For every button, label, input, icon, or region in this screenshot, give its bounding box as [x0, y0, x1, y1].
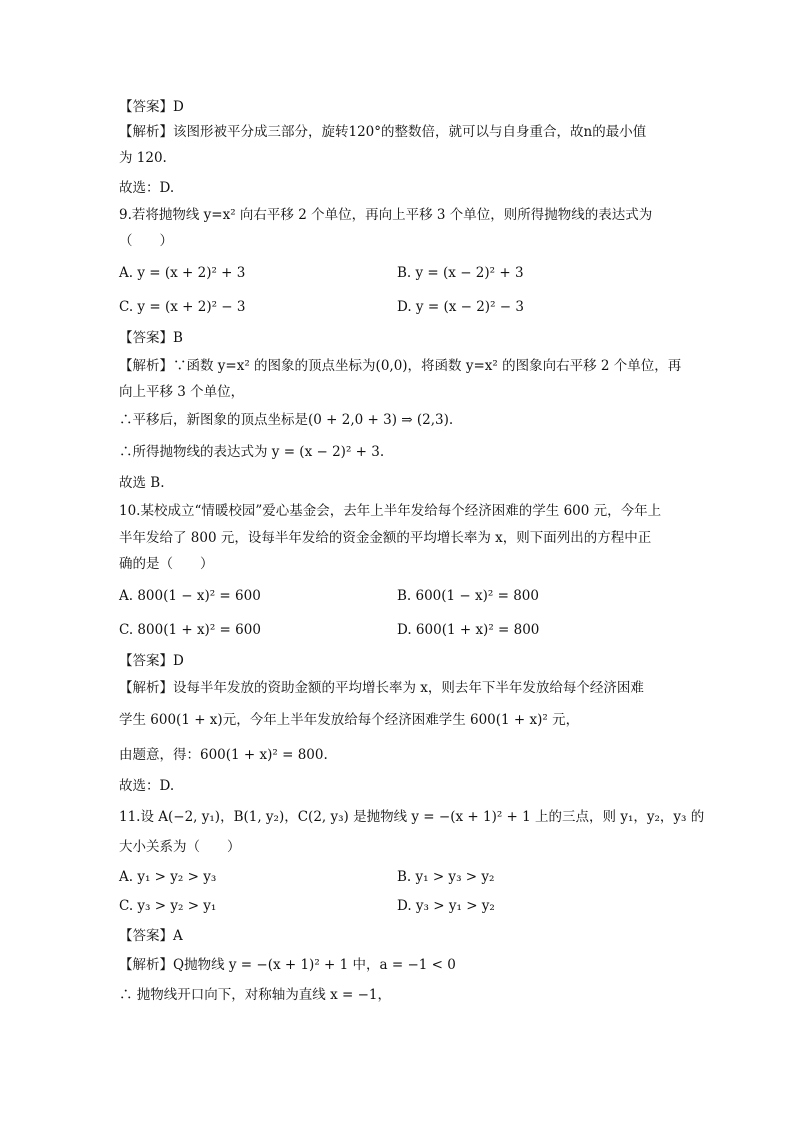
answer-9: 【答案】B	[119, 330, 183, 346]
question-10-line-2: 半年发给了 800 元，设每半年发给的资金金额的平均增长率为 x，则下面列出的方程中正	[119, 530, 652, 546]
question-9-line-1: 9.若将抛物线 y=x² 向右平移 2 个单位，再向上平移 3 个单位，则所得抛物线的表达式为	[119, 207, 653, 223]
question-10-option-d: D. 600(1 + x)² = 800	[397, 622, 540, 638]
question-9-option-d: D. y = (x − 2)² − 3	[397, 299, 524, 315]
question-11-line-1: 11.设 A(−2, y₁)，B(1, y₂)，C(2, y₃) 是抛物线 y = −(x + 1)² + 1 上的三点，则 y₁，y₂，y₃ 的	[119, 809, 705, 825]
question-11-option-b: B. y₁ > y₃ > y₂	[397, 869, 495, 885]
analysis-10-line-1: 【解析】设每半年发放的资助金额的平均增长率为 x，则去年下半年发放给每个经济困难	[119, 680, 644, 696]
answer-10: 【答案】D	[119, 653, 184, 669]
question-10-line-3: 确的是（ ）	[119, 556, 214, 572]
analysis-8-line-2: 为 120.	[119, 150, 167, 166]
analysis-11-line-1: 【解析】Q抛物线 y = −(x + 1)² + 1 中，a = −1 < 0	[119, 957, 456, 973]
analysis-9-line-3: ∴平移后，新图象的顶点坐标是(0 + 2,0 + 3) ⇒ (2,3).	[119, 412, 454, 428]
analysis-9-line-2: 向上平移 3 个单位，	[119, 384, 245, 400]
selection-9: 故选 B.	[119, 475, 165, 491]
analysis-10-line-3: 由题意，得：600(1 + x)² = 800.	[119, 747, 328, 763]
question-9-option-b: B. y = (x − 2)² + 3	[397, 265, 524, 281]
analysis-9-line-4: ∴所得抛物线的表达式为 y = (x − 2)² + 3.	[119, 444, 385, 460]
question-10-option-b: B. 600(1 − x)² = 800	[397, 588, 539, 604]
question-9-option-a: A. y = (x + 2)² + 3	[119, 265, 246, 281]
analysis-8-line-1: 【解析】该图形被平分成三部分，旋转120°的整数倍，就可以与自身重合，故n的最小值	[119, 124, 647, 140]
question-11-option-a: A. y₁ > y₂ > y₃	[119, 869, 217, 885]
analysis-11-line-2: ∴ 抛物线开口向下，对称轴为直线 x = −1，	[119, 987, 391, 1003]
analysis-9-line-1: 【解析】∵函数 y=x² 的图象的顶点坐标为(0,0)，将函数 y=x² 的图象向右平移 2 个单位，再	[119, 358, 682, 374]
question-11-option-c: C. y₃ > y₂ > y₁	[119, 898, 217, 914]
analysis-10-line-2: 学生 600(1 + x)元，今年上半年发放给每个经济困难学生 600(1 + x)² 元，	[119, 712, 580, 728]
selection-10: 故选：D.	[119, 778, 175, 794]
question-10-option-a: A. 800(1 − x)² = 600	[119, 588, 261, 604]
question-9-option-c: C. y = (x + 2)² − 3	[119, 299, 246, 315]
answer-8: 【答案】D	[119, 99, 184, 115]
question-10-option-c: C. 800(1 + x)² = 600	[119, 622, 261, 638]
question-11-option-d: D. y₃ > y₁ > y₂	[397, 898, 495, 914]
selection-8: 故选：D.	[119, 180, 175, 196]
question-9-line-2: （ ）	[119, 233, 173, 249]
question-10-line-1: 10.某校成立“情暖校园”爱心基金会，去年上半年发给每个经济困难的学生 600 元，今年上	[119, 503, 662, 519]
answer-11: 【答案】A	[119, 928, 183, 944]
question-11-line-2: 大小关系为（ ）	[119, 839, 241, 855]
